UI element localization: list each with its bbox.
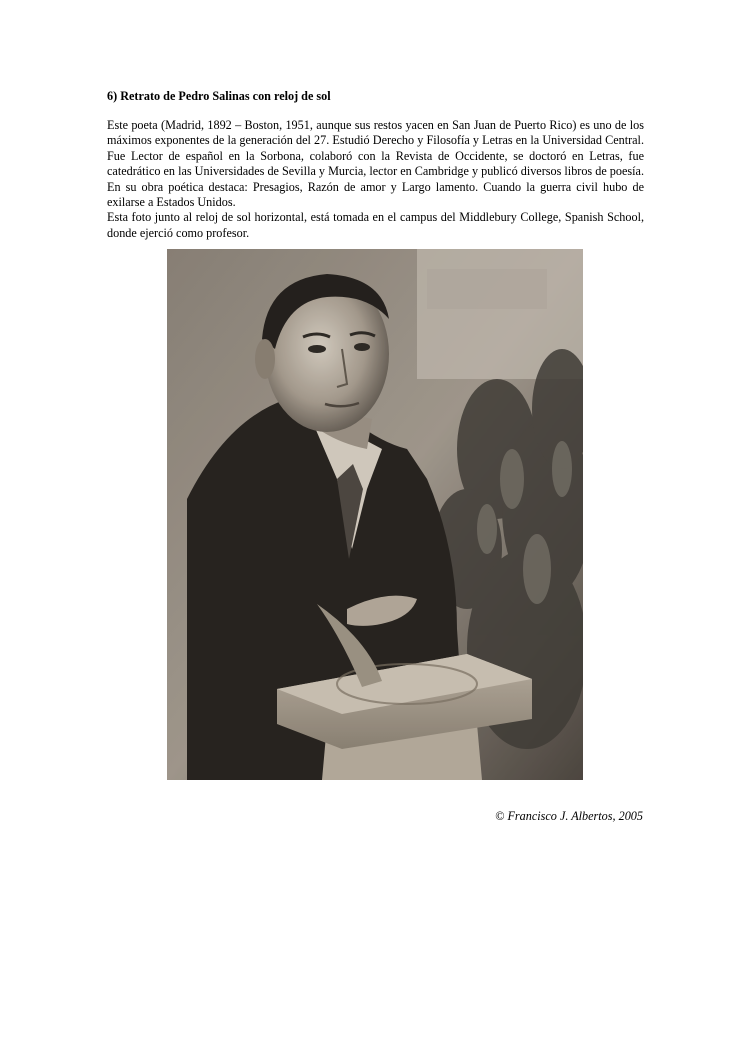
paragraph-photo-caption: Esta foto junto al reloj de sol horizontal, está tomada en el campus del Middlebury College, Spanish School, donde ejerció como profesor. <box>107 210 644 240</box>
document-body <box>107 118 644 241</box>
paragraph-biography: Este poeta (Madrid, 1892 – Boston, 1951, aunque sus restos yacen en San Juan de Puerto Rico) es uno de los máximos exponentes de la generación del 27. Estudió Derecho y Filosofía y Letras en la Universidad Central. Fue Lector de español en la Sorbona, colaboró con la Revista de Occidente, se doctoró en Letras, fue catedrático en las Universidades de Sevilla y Murcia, lector en Cambridge y publicó diversos libros de poesía. En su obra poética destaca: Presagios, Razón de amor y Largo lamento. Cuando la guerra civil hubo de exilarse a Estados Unidos. <box>107 118 644 210</box>
copyright-notice: © Francisco J. Albertos, 2005 <box>495 809 643 823</box>
portrait-photo <box>167 249 583 780</box>
portrait-illustration <box>167 249 583 780</box>
document-title: 6) Retrato de Pedro Salinas con reloj de sol <box>107 89 331 103</box>
